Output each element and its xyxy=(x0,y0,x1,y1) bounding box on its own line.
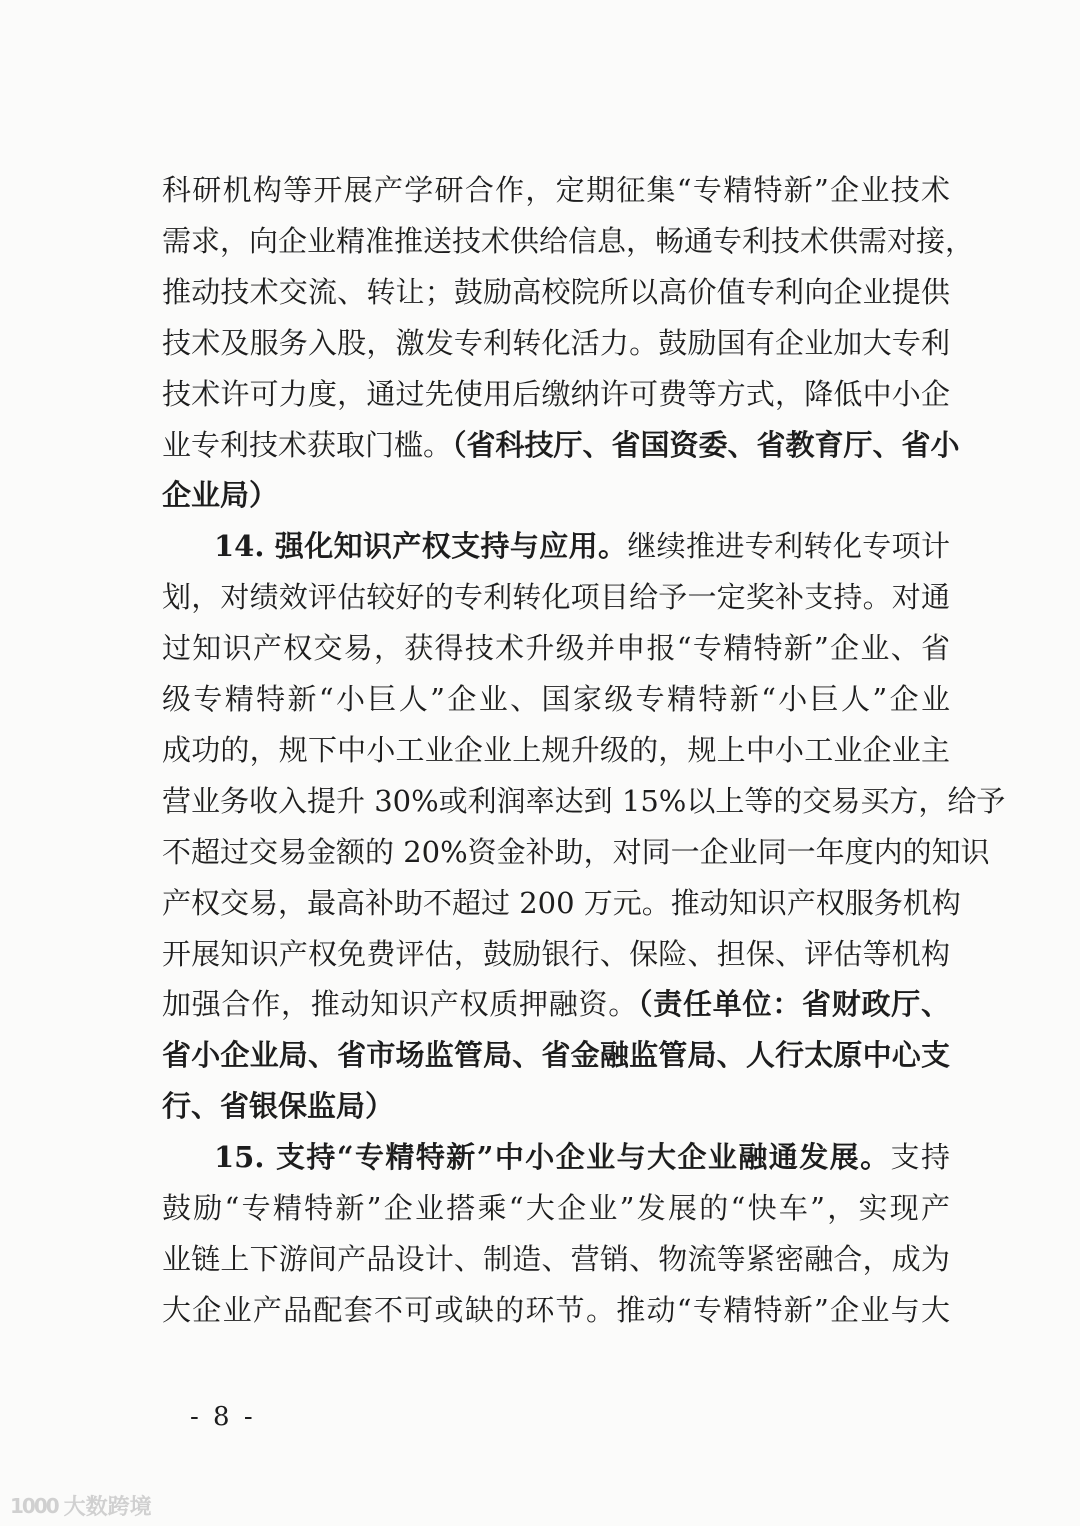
text-segment: 加强合作，推动知识产权质押融资。 xyxy=(162,987,638,1022)
text-line xyxy=(162,475,950,515)
watermark xyxy=(10,1490,152,1521)
text-segment: 继续推进专利转化专项计 xyxy=(627,529,950,564)
text-segment: 需求，向企业精准推送技术供给信息，畅通专利技术供需对接， xyxy=(162,223,975,258)
text-segment: 业专利技术获取门槛。 xyxy=(162,427,453,462)
text-segment: 业链上下游间产品设计、制造、营销、物流等紧密融合，成为 xyxy=(162,1241,950,1276)
text-line xyxy=(162,425,960,465)
text-line xyxy=(162,1290,950,1330)
bold-text: 15. 支持“专精特新”中小企业与大企业融通发展。 xyxy=(214,1140,891,1175)
text-segment: 营业务收入提升 30%或利润率达到 15%以上等的交易买方，给予 xyxy=(162,783,1006,818)
text-segment: 技术及服务入股，激发专利转化活力。鼓励国有企业加大专利 xyxy=(162,325,950,360)
text-line xyxy=(162,1086,950,1126)
text-line xyxy=(162,984,950,1024)
text-line xyxy=(162,730,950,770)
text-line xyxy=(162,577,950,617)
text-line xyxy=(162,272,950,312)
bold-text: 14. 强化知识产权支持与应用。 xyxy=(214,529,628,564)
text-segment: 科研机构等开展产学研合作，定期征集“专精特新”企业技术 xyxy=(162,173,950,207)
text-segment: 鼓励“专精特新”企业搭乘“大企业”发展的“快车”，实现产 xyxy=(162,1191,950,1225)
text-segment: 产权交易，最高补助不超过 200 万元。推动知识产权服务机构 xyxy=(162,885,961,920)
text-line xyxy=(162,883,961,923)
text-segment: 技术许可力度，通过先使用后缴纳许可费等方式，降低中小企 xyxy=(162,376,950,411)
text-line xyxy=(162,374,950,414)
text-segment: 大企业产品配套不可或缺的环节。推动“专精特新”企业与大 xyxy=(162,1292,950,1327)
text-line xyxy=(162,679,950,719)
text-segment: 划，对绩效评估较好的专利转化项目给予一定奖补支持。对通 xyxy=(162,580,950,615)
text-line xyxy=(162,628,950,668)
text-line xyxy=(162,170,950,210)
text-segment: 不超过交易金额的 20%资金补助，对同一企业同一年度内的知识 xyxy=(162,834,990,869)
text-line xyxy=(162,1035,950,1075)
bold-text: （责任单位：省财政厅、 xyxy=(637,987,950,1022)
bold-text: 企业局） xyxy=(162,478,279,513)
watermark-logo-icon: 1000 xyxy=(10,1493,58,1518)
text-line xyxy=(214,526,950,566)
text-line xyxy=(162,781,1006,821)
text-line xyxy=(162,323,950,363)
text-line xyxy=(162,221,975,261)
text-line xyxy=(214,1137,950,1177)
text-line xyxy=(162,934,950,974)
text-line xyxy=(162,832,990,872)
page-number: - 8 - xyxy=(190,1402,256,1432)
text-segment: 开展知识产权免费评估，鼓励银行、保险、担保、评估等机构 xyxy=(162,936,950,971)
text-segment: 过知识产权交易，获得技术升级并申报“专精特新”企业、省 xyxy=(162,631,950,666)
bold-text: 行、省银保监局） xyxy=(162,1089,395,1124)
text-segment: 成功的，规下中小工业企业上规升级的，规上中小工业企业主 xyxy=(162,732,950,767)
bold-text: （省科技厅、省国资委、省教育厅、省小 xyxy=(452,427,960,462)
watermark-text: 大数跨境 xyxy=(63,1495,152,1520)
text-line xyxy=(162,1188,950,1228)
text-segment: 推动技术交流、转让；鼓励高校院所以高价值专利向企业提供 xyxy=(162,274,950,309)
text-line xyxy=(162,1239,950,1279)
bold-text: 省小企业局、省市场监管局、省金融监管局、人行太原中心支 xyxy=(162,1038,950,1073)
text-segment: 级专精特新“小巨人”企业、国家级专精特新“小巨人”企业 xyxy=(162,682,950,716)
text-segment: 支持 xyxy=(890,1140,950,1175)
